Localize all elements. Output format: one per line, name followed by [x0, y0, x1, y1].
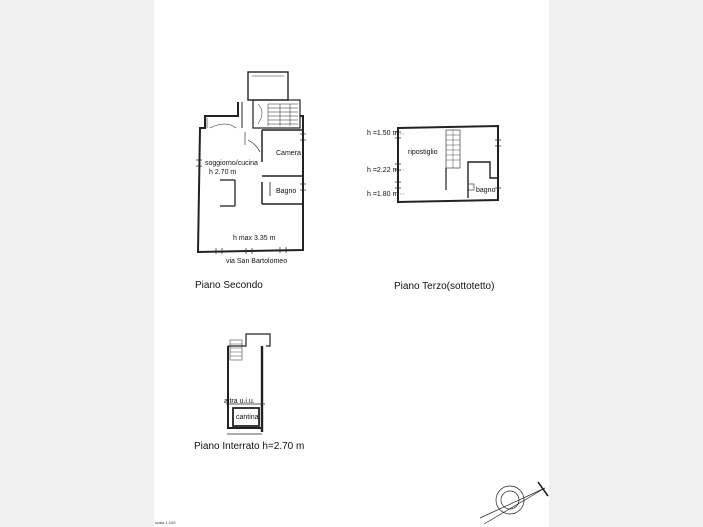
label-h222: h =2.22 m	[367, 167, 399, 174]
title-piano-secondo: Piano Secondo	[195, 280, 263, 291]
label-soggiorno: soggiorno/cucina	[205, 160, 258, 167]
label-max-height: h max 3.35 m	[233, 235, 276, 242]
label-camera: Camera	[276, 150, 301, 157]
footer-text: scala 1:100	[155, 520, 176, 525]
label-street: via San Bartolomeo	[226, 258, 288, 265]
label-altra-uiu: altra u.i.u.	[224, 398, 255, 405]
label-h150: h =1.50 m	[367, 130, 399, 137]
label-ripostiglio: ripostiglio	[408, 149, 438, 156]
label-soggiorno-height: h 2.70 m	[209, 169, 237, 176]
label-cantina: cantina	[236, 414, 259, 421]
title-piano-terzo: Piano Terzo(sottotetto)	[394, 281, 495, 292]
title-piano-interrato: Piano Interrato h=2.70 m	[194, 441, 305, 452]
north-arrow	[480, 482, 548, 524]
label-h180: h =1.80 m	[367, 191, 399, 198]
label-bagno-terzo: bagno	[476, 187, 496, 194]
label-bagno: Bagno	[276, 188, 297, 195]
